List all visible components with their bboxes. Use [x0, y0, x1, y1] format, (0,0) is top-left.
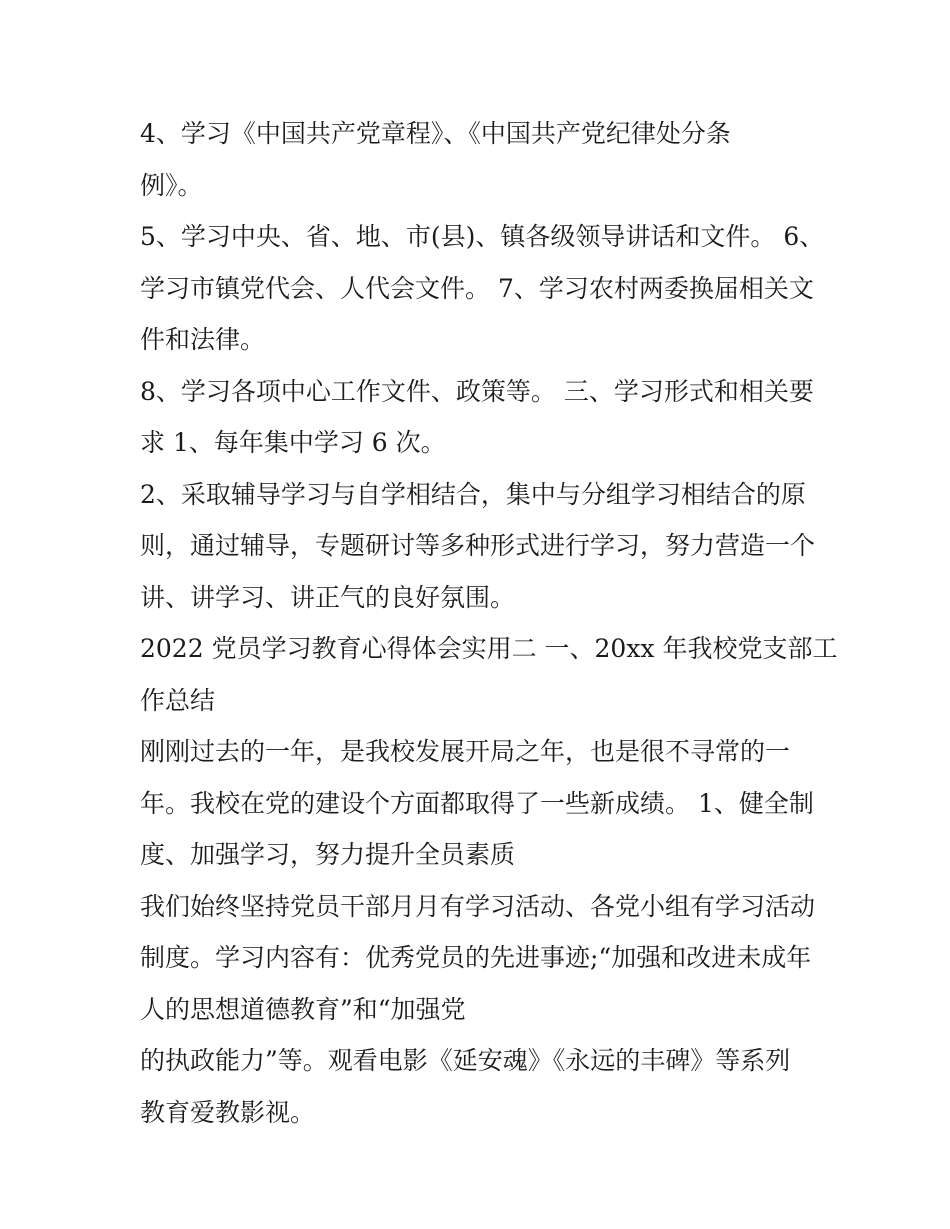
text-line: 刚刚过去的一年，是我校发展开局之年，也是很不寻常的一: [140, 737, 791, 766]
text-line: 求 1、每年集中学习 6 次。: [140, 428, 446, 457]
text-line: 年。我校在党的建设个方面都取得了一些新成绩。 1、健全制: [140, 788, 814, 818]
text-line: 人的思想道德教育”和“加强党: [140, 994, 466, 1024]
text-line: 2022 党员学习教育心得体会实用二 一、20xx 年我校党支部工: [140, 634, 838, 663]
text-line: 件和法律。: [140, 325, 266, 354]
text-line: 讲、讲学习、讲正气的良好氛围。: [140, 582, 516, 612]
text-line: 则，通过辅导，专题研讨等多种形式进行学习，努力营造一个: [140, 531, 816, 560]
text-line: 的执政能力”等。观看电影《延安魂》《永远的丰碑》等系列: [140, 1046, 791, 1075]
text-line: 例》。: [140, 170, 203, 200]
text-line: 8、学习各项中心工作文件、政策等。 三、学习形式和相关要: [140, 376, 814, 406]
text-line: 2、采取辅导学习与自学相结合，集中与分组学习相结合的原: [140, 479, 806, 509]
document-body: [140, 108, 838, 1138]
text-line: 教育爱教影视。: [140, 1097, 316, 1127]
text-line: 学习市镇党代会、人代会文件。 7、学习农村两委换届相关文: [140, 273, 814, 303]
text-line: 度、加强学习，努力提升全员素质: [140, 840, 516, 869]
text-line: 4、学习《中国共产党章程》、《中国共产党纪律处分条: [140, 119, 731, 148]
text-line: 我们始终坚持党员干部月月有学习活动、各党小组有学习活动: [140, 891, 816, 921]
text-line: 5、学习中央、省、地、市(县)、镇各级领导讲话和文件。 6、: [140, 222, 825, 251]
text-line: 制度。学习内容有：优秀党员的先进事迹;“加强和改进未成年: [140, 943, 812, 972]
text-line: 作总结: [140, 685, 216, 715]
